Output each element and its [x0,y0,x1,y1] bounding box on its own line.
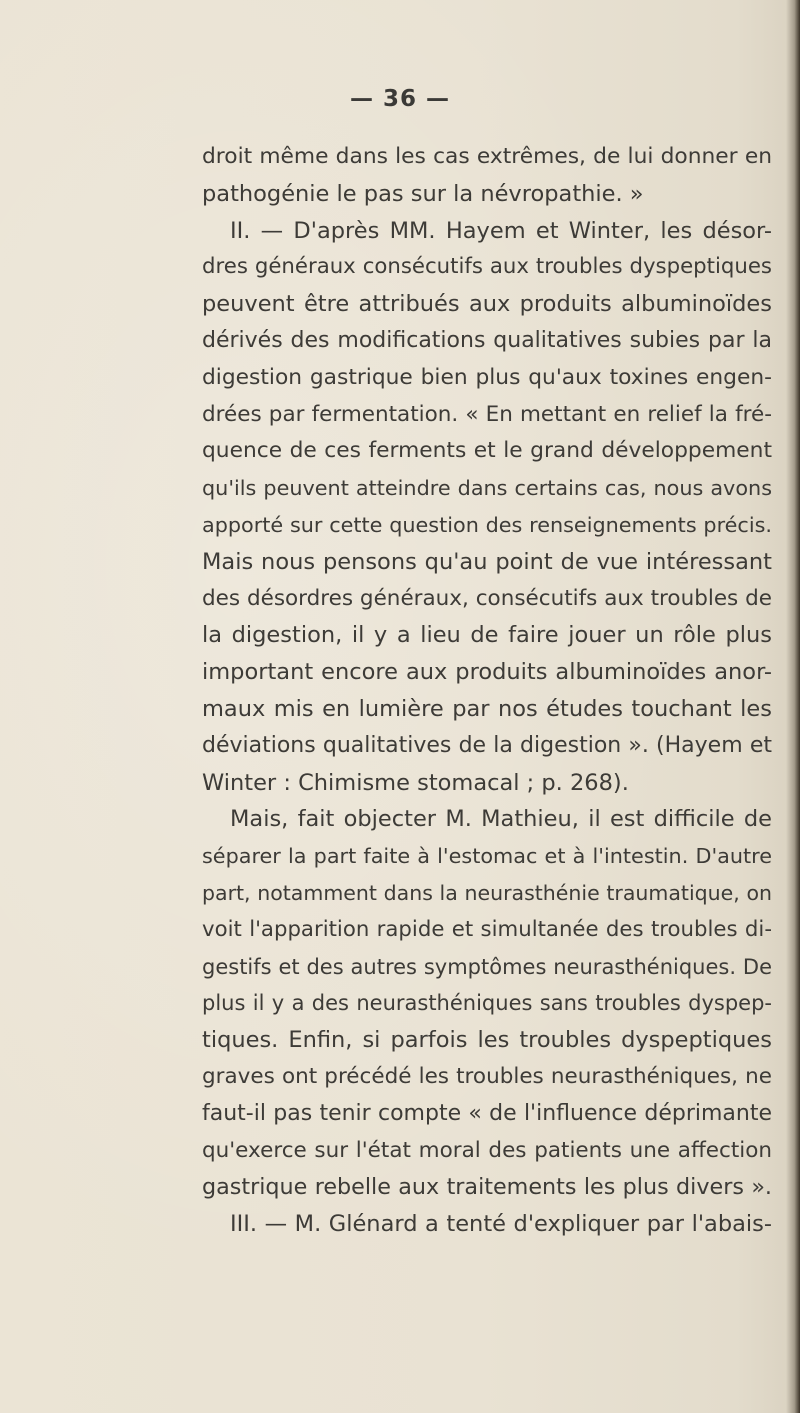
text-line: droit même dans les cas extrêmes, de lui donner en [202,144,772,169]
text-line: qu'ils peuvent atteindre dans certains cas, nous avons [202,476,772,501]
text-line: gastrique rebelle aux traitements les plus divers ». [202,1174,772,1201]
spine-shadow [786,0,800,1413]
text-line: déviations qualitatives de la digestion ». (Hayem et [202,732,772,758]
text-line: séparer la part faite à l'estomac et à l'intestin. D'autre [202,844,772,869]
text-line: faut-il pas tenir compte « de l'influence déprimante [202,1100,772,1126]
text-line: drées par fermentation. « En mettant en relief la fré- [202,401,772,427]
text-line: graves ont précédé les troubles neurasthéniques, ne [202,1063,772,1089]
text-line: III. — M. Glénard a tenté d'expliquer par l'abais- [230,1211,772,1238]
text-line: Winter : Chimisme stomacal ; p. 268). [202,769,629,796]
text-line: pathogénie le pas sur la névropathie. » [202,180,644,207]
text-line: apporté sur cette question des renseignements précis. [202,512,772,537]
text-line: digestion gastrique bien plus qu'aux toxines engen- [202,364,772,390]
text-line: Mais, fait objecter M. Mathieu, il est difficile de [230,806,772,833]
text-line: Mais nous pensons qu'au point de vue intéressant [202,548,772,575]
text-line: dérivés des modifications qualitatives subies par la [202,327,772,353]
body-text [202,139,772,1243]
text-line: II. — D'après MM. Hayem et Winter, les désor- [230,217,772,244]
text-line: gestifs et des autres symptômes neurasthéniques. De [202,954,772,979]
text-line: maux mis en lumière par nos études touchant les [202,695,772,722]
text-line: la digestion, il y a lieu de faire jouer un rôle plus [202,622,772,649]
text-line: peuvent être attribués aux produits albuminoïdes [202,291,772,318]
text-line: part, notamment dans la neurasthénie traumatique, on [202,880,772,905]
text-line: important encore aux produits albuminoïdes anor- [202,659,772,686]
text-line: qu'exerce sur l'état moral des patients une affection [202,1137,772,1163]
text-line: quence de ces ferments et le grand développement [202,438,772,464]
text-line: plus il y a des neurasthéniques sans troubles dyspep- [202,991,772,1016]
text-line: tiques. Enfin, si parfois les troubles dyspeptiques [202,1027,772,1054]
page-number: — 36 — [349,86,451,112]
text-line: des désordres généraux, consécutifs aux troubles de [202,585,772,611]
text-line: voit l'apparition rapide et simultanée des troubles di- [202,916,772,942]
text-line: dres généraux consécutifs aux troubles dyspeptiques [202,254,772,280]
